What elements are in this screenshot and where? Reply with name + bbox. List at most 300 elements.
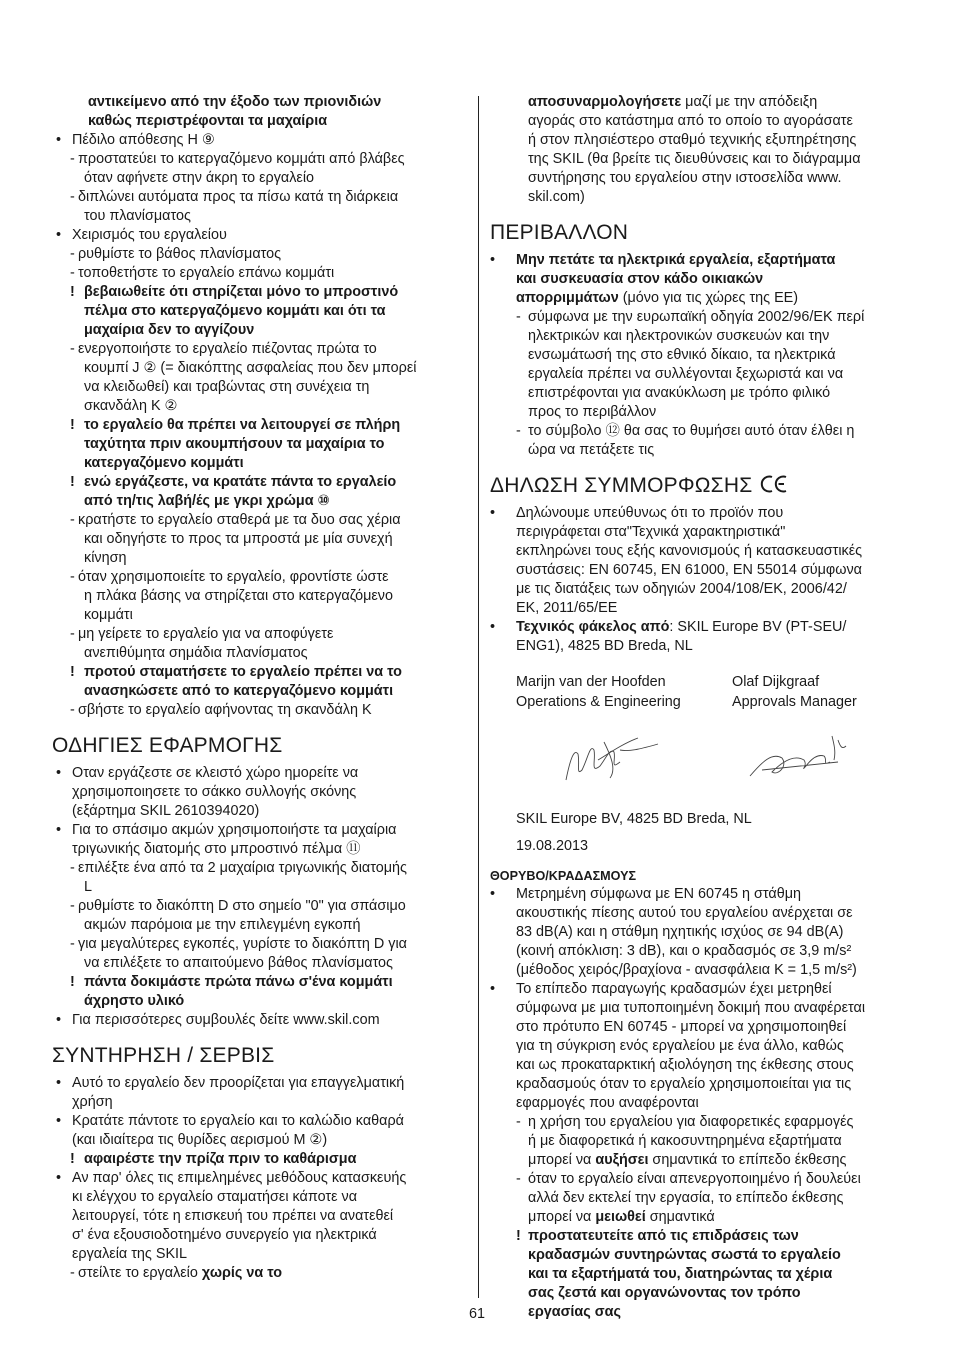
list-item bbox=[52, 764, 466, 783]
text-run: και οδηγήστε το προς τα μπροστά με μία συνεχή bbox=[84, 531, 393, 547]
line-text bbox=[490, 942, 910, 961]
ce-mark-icon bbox=[760, 474, 788, 494]
dash-marker: - bbox=[70, 860, 75, 876]
text-run: σας ζεστά και οργανώνοντας τον τρόπο bbox=[528, 1285, 801, 1301]
list-item bbox=[52, 625, 466, 644]
text-run: Μετρημένη σύμφωνα με EN 60745 η στάθμη bbox=[516, 886, 801, 902]
text-run: ενεργοποιήστε το εργαλείο πιέζοντας πρώτα το bbox=[78, 341, 377, 357]
text-line bbox=[490, 365, 910, 384]
text-run: Αν παρ' όλες τις επιμελημένες μεθόδους κατασκευής bbox=[72, 1170, 407, 1186]
text-line bbox=[490, 542, 910, 561]
text-run: καθώς περιστρέφονται τα μαχαίρια bbox=[88, 113, 328, 129]
warning-mark-icon: ! bbox=[70, 1151, 75, 1167]
text-line bbox=[52, 1093, 466, 1112]
line-text bbox=[52, 245, 466, 264]
text-run: ακουστικής πίεσης αυτού του εργαλείου ανέρχεται σε bbox=[516, 905, 853, 921]
list-item bbox=[52, 701, 466, 720]
text-line bbox=[490, 637, 910, 656]
text-run: ακμών παρόμοια με την επιλεγμένη εγκοπή bbox=[84, 917, 361, 933]
list-item bbox=[490, 504, 910, 523]
text-line bbox=[490, 1265, 910, 1284]
bold-run: αποσυναρμολογήσετε bbox=[528, 94, 682, 110]
text-run: και ως προκαταρκτική αξιολόγηση της έκθεσης στους bbox=[516, 1057, 854, 1073]
text-run: σ' ένα εξουσιοδοτημένο συνεργείο για ηλεκτρικά bbox=[72, 1227, 377, 1243]
text-run: Για το σπάσιμο ακμών χρησιμοποιήστε τα μαχαίρια bbox=[72, 822, 397, 838]
text-run: με τις διατάξεις των οδηγιών 2004/108/ΕΚ, 2006/42/ bbox=[516, 581, 847, 597]
spacer bbox=[490, 207, 910, 219]
signatory-title: Approvals Manager bbox=[732, 694, 857, 710]
line-text bbox=[52, 840, 466, 859]
text-run: επιστρέφονται για ανακύκλωση με τρόπο φιλικό bbox=[528, 385, 831, 401]
list-item bbox=[52, 150, 466, 169]
text-run: ώρα να πετάξετε τις bbox=[528, 442, 655, 458]
signature-1-icon bbox=[560, 730, 670, 790]
dash-marker: - bbox=[70, 265, 75, 281]
text-line bbox=[52, 954, 466, 973]
line-text bbox=[490, 561, 910, 580]
line-text bbox=[490, 504, 910, 523]
text-line bbox=[490, 1189, 910, 1208]
line-text bbox=[52, 264, 466, 283]
line-text bbox=[52, 701, 466, 720]
line-text bbox=[52, 188, 466, 207]
line-text bbox=[52, 112, 466, 131]
text-run: ανεπιθύμητα σημάδια πλανίσματος bbox=[84, 645, 308, 661]
text-run: ΕΚ, 2011/65/ΕΕ bbox=[516, 600, 618, 616]
text-run: Οταν εργάζεστε σε κλειστό χώρο ημορείτε να bbox=[72, 765, 359, 781]
text-run: skil.com) bbox=[528, 189, 585, 205]
line-text bbox=[490, 542, 910, 561]
text-line bbox=[52, 530, 466, 549]
text-run: κι ελέγχου το εργαλείο σταματήσει κάποτε να bbox=[72, 1189, 358, 1205]
line-text bbox=[490, 169, 910, 188]
bold-run: αυξήσει bbox=[595, 1152, 649, 1168]
bold-run: χωρίς να το bbox=[201, 1265, 283, 1281]
line-text bbox=[52, 321, 466, 340]
text-run: ENG1), 4825 BD Breda, NL bbox=[516, 638, 693, 654]
text-run: το σύμβολο ⑫ θα σας το θυμήσει αυτό όταν έλθει η bbox=[528, 423, 855, 439]
line-text bbox=[52, 644, 466, 663]
line-text bbox=[52, 587, 466, 606]
warning-mark-icon: ! bbox=[70, 474, 75, 490]
text-run: εφαρμογές που αναφέρονται bbox=[516, 1095, 699, 1111]
list-item bbox=[490, 885, 910, 904]
section-heading bbox=[52, 1042, 466, 1070]
line-text bbox=[52, 1011, 466, 1030]
line-text bbox=[490, 1075, 910, 1094]
text-run: ανασηκώσετε από το κατεργαζόμενο κομμάτι bbox=[84, 683, 394, 699]
signature-block bbox=[490, 656, 910, 810]
line-text bbox=[52, 131, 466, 150]
text-line bbox=[490, 1132, 910, 1151]
text-run: τοποθετήστε το εργαλείο επάνω κομμάτι bbox=[78, 265, 335, 281]
bold-run: μειωθεί bbox=[595, 1209, 646, 1225]
text-run: από τη/τις λαβή/ές με γκρι χρώμα ⑩ bbox=[84, 493, 330, 509]
line-text bbox=[52, 764, 466, 783]
text-run: Μην πετάτε τα ηλεκτρικά εργαλεία, εξαρτήματα bbox=[516, 252, 836, 268]
bullet-icon: • bbox=[490, 981, 496, 997]
list-item bbox=[490, 1227, 910, 1246]
text-run: όταν το εργαλείο είναι απενεργοποιημένο ή δουλεύει bbox=[528, 1171, 861, 1187]
text-run: επιλέξτε ένα από τα 2 μαχαίρια τριγωνικής διατομής bbox=[78, 860, 407, 876]
list-item bbox=[52, 1150, 466, 1169]
text-run: εργασίας σας bbox=[528, 1304, 621, 1320]
text-run: σημαντικά bbox=[645, 1209, 715, 1225]
section-heading-text: ΣΥΝΤΗΡΗΣΗ / ΣΕΡΒΙΣ bbox=[52, 1044, 275, 1067]
signature-2-icon bbox=[742, 732, 852, 792]
line-text bbox=[490, 599, 910, 618]
text-run: κίνηση bbox=[84, 550, 127, 566]
text-line bbox=[490, 1094, 910, 1113]
bullet-icon: • bbox=[56, 765, 62, 781]
text-run: λειτουργεί, τότε η επισκευή του πρέπει να ανατεθεί bbox=[72, 1208, 394, 1224]
bullet-icon: • bbox=[56, 1075, 62, 1091]
line-text bbox=[490, 150, 910, 169]
warning-mark-icon: ! bbox=[70, 284, 75, 300]
line-text bbox=[52, 1169, 466, 1188]
line-text bbox=[490, 93, 910, 112]
text-line bbox=[490, 1151, 910, 1170]
text-run: ή με διαφορετικά ή κακοσυντηρημένα εξαρτήματα bbox=[528, 1133, 842, 1149]
line-text bbox=[52, 378, 466, 397]
text-run: Το επίπεδο παραγωγής κραδασμών έχει μετρηθεί bbox=[516, 981, 832, 997]
text-run: (μέθοδος χειρός/βραχίονα - ανασφάλεια K = 1,5 m/s²) bbox=[516, 962, 857, 978]
warning-mark-icon: ! bbox=[70, 417, 75, 433]
bullet-icon: • bbox=[56, 1170, 62, 1186]
text-line bbox=[52, 644, 466, 663]
line-text bbox=[490, 384, 910, 403]
text-line bbox=[490, 346, 910, 365]
list-item bbox=[490, 980, 910, 999]
line-text bbox=[490, 1208, 910, 1227]
line-text bbox=[52, 530, 466, 549]
line-text bbox=[52, 1188, 466, 1207]
line-text bbox=[490, 346, 910, 365]
line-text bbox=[490, 637, 910, 656]
list-item bbox=[52, 264, 466, 283]
text-line bbox=[52, 783, 466, 802]
text-line bbox=[490, 942, 910, 961]
sub-heading: ΘΟΡΥΒΟ/ΚΡΑΔΑΣΜΟΥΣ bbox=[490, 869, 637, 883]
text-run: κομμάτι bbox=[84, 607, 133, 623]
text-line bbox=[490, 169, 910, 188]
list-item bbox=[52, 511, 466, 530]
line-text bbox=[52, 1245, 466, 1264]
text-line bbox=[52, 1188, 466, 1207]
line-text bbox=[490, 1094, 910, 1113]
line-text bbox=[52, 283, 466, 302]
bullet-icon: • bbox=[490, 619, 496, 635]
text-line bbox=[52, 207, 466, 226]
line-text bbox=[52, 416, 466, 435]
text-run: εκπληρώνει τους εξής κανονισμούς ή κατασκευαστικές bbox=[516, 543, 863, 559]
line-text bbox=[52, 802, 466, 821]
line-text bbox=[52, 549, 466, 568]
right-column bbox=[490, 93, 910, 1322]
warning-mark-icon: ! bbox=[70, 974, 75, 990]
text-run: προστατευτείτε από τις επιδράσεις των bbox=[528, 1228, 799, 1244]
text-run: του πλανίσματος bbox=[84, 208, 191, 224]
list-item bbox=[490, 1170, 910, 1189]
text-run: χρήση bbox=[72, 1094, 113, 1110]
dash-marker: - bbox=[70, 512, 75, 528]
dash-marker: - bbox=[516, 1114, 521, 1130]
line-text bbox=[52, 454, 466, 473]
text-run: ή στον πλησιέστερο σταθμό τεχνικής εξυπηρέτησης bbox=[528, 132, 857, 148]
page-number: 61 bbox=[468, 1306, 485, 1322]
text-run: η πλάκα βάσης να στηρίζεται στο κατεργαζόμενο bbox=[84, 588, 393, 604]
line-text bbox=[52, 1264, 466, 1283]
text-run: εργαλεία πρέπει να συλλέγονται ξεχωριστά και να bbox=[528, 366, 844, 382]
line-text bbox=[490, 270, 910, 289]
dash-marker: - bbox=[516, 423, 521, 439]
list-item bbox=[52, 131, 466, 150]
text-line bbox=[490, 1075, 910, 1094]
line-text bbox=[490, 1170, 910, 1189]
text-run: ηλεκτρικών και ηλεκτρονικών συσκευών και την bbox=[528, 328, 830, 344]
text-run: να κλειδωθεί) και τραβώντας στη συνέχεια τη bbox=[84, 379, 370, 395]
text-line bbox=[52, 435, 466, 454]
list-item bbox=[490, 1113, 910, 1132]
line-text bbox=[490, 999, 910, 1018]
line-text bbox=[52, 302, 466, 321]
line-text bbox=[52, 511, 466, 530]
text-run: προστατεύει το κατεργαζόμενο κομμάτι από βλάβες bbox=[78, 151, 405, 167]
text-line bbox=[490, 188, 910, 207]
list-item bbox=[52, 1264, 466, 1283]
line-text bbox=[52, 1074, 466, 1093]
text-run: προς το περιβάλλον bbox=[528, 404, 657, 420]
line-text bbox=[490, 810, 910, 829]
line-text bbox=[490, 327, 910, 346]
line-text bbox=[52, 473, 466, 492]
line-text bbox=[490, 1246, 910, 1265]
text-run: σύμφωνα με μια τυποποιημένη δοκιμή που αναφέρεται bbox=[516, 1000, 866, 1016]
bold-run: απορριμμάτων bbox=[516, 290, 619, 306]
list-item bbox=[52, 1011, 466, 1030]
text-line bbox=[52, 587, 466, 606]
spacer bbox=[52, 720, 466, 732]
line-text bbox=[52, 1150, 466, 1169]
text-run: (κοινή απόκλιση: 3 dB), και ο κραδασμός σε 3,9 m/s² bbox=[516, 943, 852, 959]
list-item bbox=[52, 188, 466, 207]
line-text bbox=[52, 606, 466, 625]
text-run: (μόνο για τις χώρες της ΕΕ) bbox=[618, 290, 799, 306]
text-line bbox=[490, 150, 910, 169]
text-run: SKIL Europe BV, 4825 BD Breda, NL bbox=[516, 811, 752, 827]
text-line bbox=[52, 916, 466, 935]
line-text bbox=[52, 973, 466, 992]
text-run: χρησιμοποιησετε το σάκκο συλλογής σκόνης bbox=[72, 784, 357, 800]
line-text bbox=[52, 935, 466, 954]
text-line bbox=[52, 359, 466, 378]
line-text bbox=[52, 397, 466, 416]
text-run: αντικείμενο από την έξοδο των πριονιδιών bbox=[88, 94, 382, 110]
line-text bbox=[52, 916, 466, 935]
line-text bbox=[52, 954, 466, 973]
dash-marker: - bbox=[70, 1265, 75, 1281]
list-item bbox=[490, 618, 910, 637]
list-item bbox=[52, 821, 466, 840]
text-line bbox=[490, 270, 910, 289]
text-run: και τα εξαρτήματά του, διατηρώντας τα χέρια bbox=[528, 1266, 833, 1282]
section-heading-text: ΔΗΛΩΣΗ ΣΥΜΜΟΡΦΩΣΗΣ bbox=[490, 474, 753, 497]
text-run: σύμφωνα με την ευρωπαϊκή οδηγία 2002/96/ΕΚ περί bbox=[528, 309, 865, 325]
text-run: όταν χρησιμοποιείτε το εργαλείο, φροντίστε ώστε bbox=[78, 569, 389, 585]
signatory-title: Operations & Engineering bbox=[516, 694, 681, 710]
text-run: 19.08.2013 bbox=[516, 838, 589, 854]
text-line bbox=[52, 397, 466, 416]
dash-marker: - bbox=[516, 1171, 521, 1187]
text-run: βεβαιωθείτε ότι στηρίζεται μόνο το μπροστινό bbox=[84, 284, 399, 300]
text-run: μαζί με την απόδειξη bbox=[681, 94, 818, 110]
line-text bbox=[490, 251, 910, 270]
line-text bbox=[490, 1227, 910, 1246]
line-text bbox=[490, 904, 910, 923]
text-run: Αυτό το εργαλείο δεν προορίζεται για επαγγελματική bbox=[72, 1075, 405, 1091]
bullet-icon: • bbox=[490, 505, 496, 521]
line-text bbox=[52, 783, 466, 802]
text-run: Κρατάτε πάντοτε το εργαλείο και το καλώδιο καθαρά bbox=[72, 1113, 404, 1129]
bullet-icon: • bbox=[56, 227, 62, 243]
text-line bbox=[490, 1018, 910, 1037]
line-text bbox=[490, 422, 910, 441]
bullet-icon: • bbox=[56, 822, 62, 838]
text-line bbox=[490, 131, 910, 150]
list-item bbox=[52, 1074, 466, 1093]
text-run: Δηλώνουμε υπεύθυνως ότι το προϊόν που bbox=[516, 505, 784, 521]
line-text bbox=[490, 188, 910, 207]
list-item bbox=[52, 568, 466, 587]
dash-marker: - bbox=[70, 151, 75, 167]
line-text bbox=[52, 625, 466, 644]
list-item bbox=[52, 473, 466, 492]
text-run: (εξάρτημα SKIL 2610394020) bbox=[72, 803, 260, 819]
list-item bbox=[52, 283, 466, 302]
list-item bbox=[52, 1169, 466, 1188]
text-line bbox=[52, 992, 466, 1011]
line-text bbox=[490, 403, 910, 422]
dash-marker: - bbox=[70, 626, 75, 642]
text-line bbox=[52, 492, 466, 511]
text-run: κουμπί J ② (= διακόπτης ασφαλείας που δεν μπορεί bbox=[84, 360, 417, 376]
line-text bbox=[490, 1189, 910, 1208]
line-text bbox=[490, 1265, 910, 1284]
section-heading bbox=[52, 732, 466, 760]
text-run: μη γείρετε το εργαλείο για να αποφύγετε bbox=[78, 626, 334, 642]
left-column bbox=[52, 93, 466, 1283]
dash-marker: - bbox=[70, 702, 75, 718]
text-run: αφαιρέστε την πρίζα πριν το καθάρισμα bbox=[84, 1151, 357, 1167]
line-text bbox=[52, 150, 466, 169]
text-run: κραδασμών συντηρώντας σωστά το εργαλείο bbox=[528, 1247, 841, 1263]
text-run: διπλώνει αυτόματα προς τα πίσω κατά τη διάρκεια bbox=[78, 189, 399, 205]
text-run: κραδασμούς όταν το εργαλείο χρησιμοποιείται για τις bbox=[516, 1076, 852, 1092]
text-line bbox=[490, 904, 910, 923]
text-line bbox=[490, 1056, 910, 1075]
line-text bbox=[490, 1056, 910, 1075]
text-run: ενώ εργάζεστε, να κρατάτε πάντα το εργαλείο bbox=[84, 474, 397, 490]
text-run: Για περισσότερες συμβουλές δείτε www.skil.com bbox=[72, 1012, 380, 1028]
line-text bbox=[490, 131, 910, 150]
text-run: για μεγαλύτερες εγκοπές, γυρίστε το διακόπτη D για bbox=[78, 936, 407, 952]
text-run: σβήστε το εργαλείο αφήνοντας τη σκανδάλη K bbox=[78, 702, 372, 718]
bullet-icon: • bbox=[490, 252, 496, 268]
text-run: ταχύτητα πριν ακουμπήσουν τα μαχαίρια το bbox=[84, 436, 385, 452]
text-line bbox=[52, 1245, 466, 1264]
bold-run: Τεχνικός φάκελος από bbox=[516, 619, 670, 635]
text-run: όταν αφήνετε στην άκρη το εργαλείο bbox=[84, 170, 315, 186]
text-line bbox=[52, 682, 466, 701]
text-run: αλλά δεν εκτελεί την εργασία, το επίπεδο έκθεσης bbox=[528, 1190, 844, 1206]
text-run: για τη σύγκριση ενός εργαλείου με ένα άλλο, καθώς bbox=[516, 1038, 844, 1054]
text-run: σκανδάλη K ② bbox=[84, 398, 178, 414]
text-run: πέλμα στο κατεργαζόμενο κομμάτι και ότι τα bbox=[84, 303, 386, 319]
line-text bbox=[490, 1018, 910, 1037]
text-line bbox=[52, 302, 466, 321]
line-text bbox=[490, 365, 910, 384]
line-text bbox=[490, 580, 910, 599]
text-line bbox=[52, 1131, 466, 1150]
text-run: τριγωνικής διατομής στο μπροστινό πέλμα ⑪ bbox=[72, 841, 361, 857]
text-line bbox=[52, 802, 466, 821]
text-line bbox=[52, 93, 466, 112]
text-run: η χρήση του εργαλείου για διαφορετικές εφαρμογές bbox=[528, 1114, 854, 1130]
list-item bbox=[52, 663, 466, 682]
line-text bbox=[52, 1131, 466, 1150]
text-run: και συσκευασία στον κάδο οικιακών bbox=[516, 271, 764, 287]
line-text bbox=[490, 1113, 910, 1132]
list-item bbox=[52, 935, 466, 954]
text-line bbox=[490, 999, 910, 1018]
text-run: Χειρισμός του εργαλείου bbox=[72, 227, 227, 243]
text-line bbox=[52, 840, 466, 859]
text-line bbox=[52, 606, 466, 625]
text-run: μαχαίρια δεν το αγγίζουν bbox=[84, 322, 255, 338]
dash-marker: - bbox=[70, 341, 75, 357]
text-run: πάντα δοκιμάστε πρώτα πάνω σ'ένα κομμάτι bbox=[84, 974, 393, 990]
list-item bbox=[52, 416, 466, 435]
text-run: περιγράφεται στα"Τεχνικά χαρακτηριστικά" bbox=[516, 524, 786, 540]
dash-marker: - bbox=[70, 936, 75, 952]
text-run: ρυθμίστε το βάθος πλανίσματος bbox=[78, 246, 282, 262]
line-text bbox=[490, 923, 910, 942]
line-text bbox=[52, 897, 466, 916]
line-text bbox=[52, 878, 466, 897]
spacer bbox=[490, 460, 910, 472]
line-text bbox=[52, 1226, 466, 1245]
text-run: συντήρησης του εργαλείου στην ιστοσελίδα www. bbox=[528, 170, 842, 186]
line-text bbox=[490, 112, 910, 131]
line-text bbox=[490, 289, 910, 308]
text-run: εργαλεία της SKIL bbox=[72, 1246, 188, 1262]
line-text bbox=[52, 340, 466, 359]
list-item bbox=[52, 1112, 466, 1131]
line-text bbox=[490, 961, 910, 980]
line-text bbox=[52, 207, 466, 226]
list-item bbox=[52, 340, 466, 359]
bullet-icon: • bbox=[56, 1113, 62, 1129]
section-heading-text: ΟΔΗΓΙΕΣ ΕΦΑΡΜΟΓΗΣ bbox=[52, 734, 283, 757]
text-line bbox=[52, 1226, 466, 1245]
spacer bbox=[52, 1030, 466, 1042]
text-line bbox=[490, 289, 910, 308]
line-text bbox=[490, 523, 910, 542]
text-run: να επιλέξετε το απαιτούμενο βάθος πλανίσματος bbox=[84, 955, 393, 971]
line-text bbox=[490, 1284, 910, 1303]
dash-marker: - bbox=[516, 309, 521, 325]
warning-mark-icon: ! bbox=[516, 1228, 521, 1244]
